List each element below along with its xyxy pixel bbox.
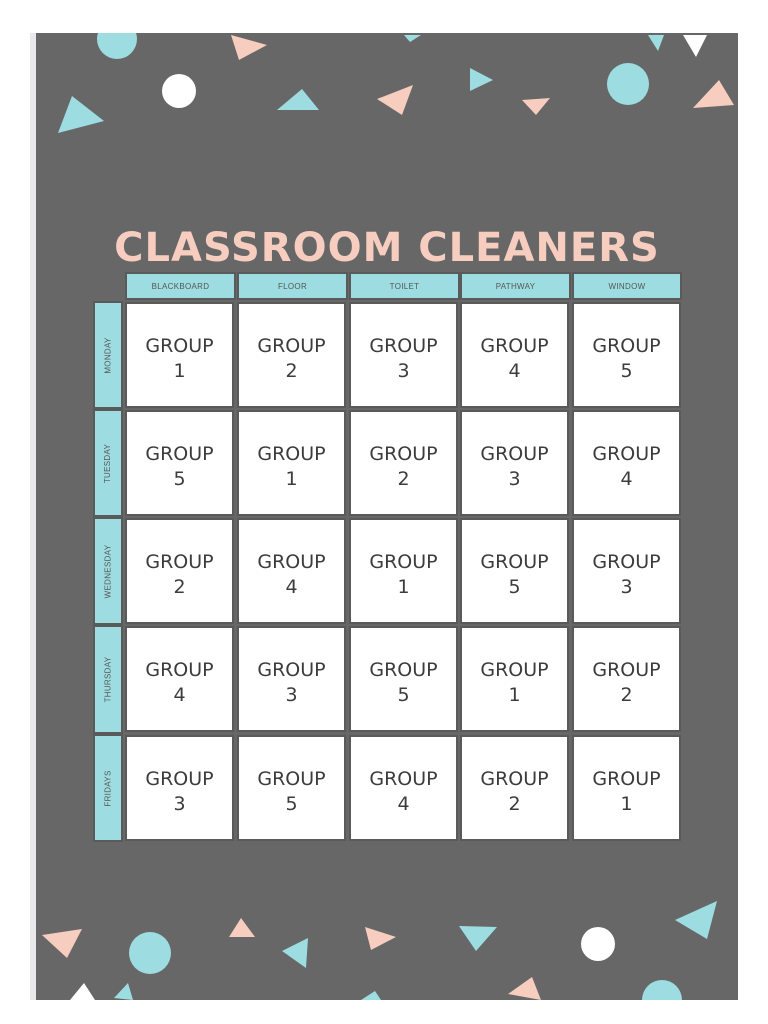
cell-group-number: 3 [173, 793, 186, 815]
cell-group-number: 4 [285, 576, 298, 598]
schedule-cell [237, 302, 346, 408]
cell-group-number: 2 [397, 468, 410, 490]
schedule-cell [349, 302, 458, 408]
cell-group-number: 3 [397, 360, 410, 382]
cell-group-number: 1 [397, 576, 410, 598]
cell-group-label: GROUP [592, 443, 661, 465]
cell-group-label: GROUP [480, 768, 549, 790]
cell-group-number: 4 [508, 360, 521, 382]
cell-group-label: GROUP [145, 551, 214, 573]
cell-group-number: 4 [173, 684, 186, 706]
cell-group-label: GROUP [592, 335, 661, 357]
column-header-pathway: PATHWAY [460, 272, 571, 300]
cell-group-label: GROUP [257, 551, 326, 573]
row-header-label: TUESDAY [103, 443, 113, 483]
cell-group-number: 2 [620, 684, 633, 706]
cell-group-number: 5 [285, 793, 298, 815]
cell-group-label: GROUP [257, 659, 326, 681]
page-title: CLASSROOM CLEANERS [114, 225, 660, 271]
cell-group-number: 1 [620, 793, 633, 815]
cell-group-label: GROUP [145, 768, 214, 790]
cell-group-number: 1 [508, 684, 521, 706]
cell-group-label: GROUP [145, 335, 214, 357]
cell-group-number: 3 [508, 468, 521, 490]
schedule-cell [460, 518, 569, 624]
cell-group-label: GROUP [257, 335, 326, 357]
cell-group-number: 2 [285, 360, 298, 382]
schedule-cell [125, 518, 234, 624]
poster [36, 33, 738, 1000]
row-header-label: FRIDAYS [103, 769, 113, 807]
schedule-cell [460, 302, 569, 408]
cell-group-number: 4 [620, 468, 633, 490]
schedule-cell [349, 735, 458, 841]
schedule-cell [349, 518, 458, 624]
cell-group-label: GROUP [480, 443, 549, 465]
cell-group-label: GROUP [145, 443, 214, 465]
cell-group-label: GROUP [480, 335, 549, 357]
cell-group-number: 5 [397, 684, 410, 706]
cell-group-number: 3 [620, 576, 633, 598]
cell-group-number: 4 [397, 793, 410, 815]
cell-group-label: GROUP [369, 659, 438, 681]
cell-group-label: GROUP [592, 659, 661, 681]
column-header-toilet: TOILET [349, 272, 460, 300]
schedule-cell [572, 302, 681, 408]
schedule-cell [237, 626, 346, 732]
schedule-cell [125, 410, 234, 516]
row-header-label: THURSDAY [103, 656, 113, 703]
schedule-cell [460, 735, 569, 841]
cell-group-number: 1 [285, 468, 298, 490]
cell-group-number: 5 [508, 576, 521, 598]
column-header-floor: FLOOR [237, 272, 348, 300]
cell-group-label: GROUP [369, 768, 438, 790]
schedule-cell [460, 626, 569, 732]
schedule-cell [572, 626, 681, 732]
column-header-window: WINDOW [572, 272, 682, 300]
cell-group-number: 5 [173, 468, 186, 490]
schedule-cell [460, 410, 569, 516]
schedule-cell [572, 410, 681, 516]
cell-group-number: 2 [173, 576, 186, 598]
cell-group-label: GROUP [592, 768, 661, 790]
cell-group-number: 1 [173, 360, 186, 382]
schedule-cell [572, 735, 681, 841]
schedule-cell [125, 735, 234, 841]
cell-group-label: GROUP [592, 551, 661, 573]
cell-group-label: GROUP [257, 768, 326, 790]
schedule-cell [125, 302, 234, 408]
row-header-wednesday [93, 517, 123, 625]
cell-group-label: GROUP [369, 443, 438, 465]
schedule-cell [349, 410, 458, 516]
cell-group-number: 3 [285, 684, 298, 706]
cell-group-label: GROUP [369, 335, 438, 357]
row-header-thursday [93, 625, 123, 734]
cell-group-label: GROUP [257, 443, 326, 465]
row-header-fridays [93, 734, 123, 842]
schedule-cell [572, 518, 681, 624]
cell-group-label: GROUP [369, 551, 438, 573]
schedule-cell [237, 518, 346, 624]
row-header-monday [93, 301, 123, 409]
schedule-cell [237, 735, 346, 841]
schedule-cell [125, 626, 234, 732]
confetti-decoration [36, 33, 738, 1000]
cell-group-label: GROUP [480, 551, 549, 573]
row-header-label: MONDAY [103, 336, 113, 374]
schedule-cell [349, 626, 458, 732]
cell-group-label: GROUP [480, 659, 549, 681]
cell-group-label: GROUP [145, 659, 214, 681]
cell-group-number: 2 [508, 793, 521, 815]
schedule-cell [237, 410, 346, 516]
row-header-label: WEDNESDAY [103, 544, 113, 598]
column-header-blackboard: BLACKBOARD [125, 272, 236, 300]
cell-group-number: 5 [620, 360, 633, 382]
row-header-tuesday [93, 409, 123, 517]
